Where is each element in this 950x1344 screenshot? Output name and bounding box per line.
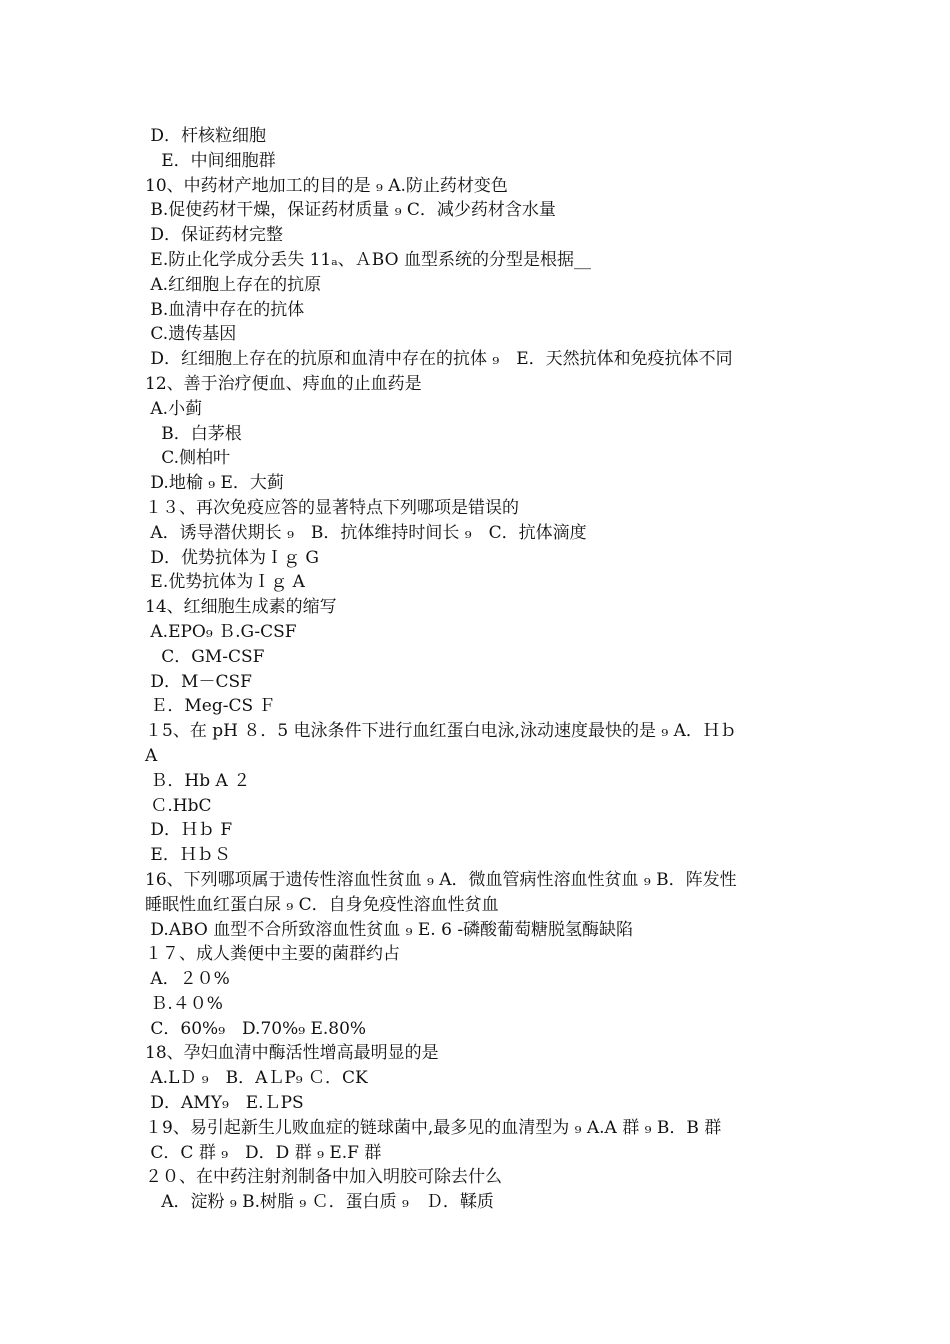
text-line: D．杆核粒细胞: [145, 126, 267, 146]
question-16-stem: 16、下列哪项属于遗传性溶血性贫血 ₉ A．微血管病性溶血性贫血 ₉ B．阵发性: [145, 869, 737, 890]
text-line: D．红细胞上存在的抗原和血清中存在的抗体 ₉ E．天然抗体和免疫抗体不同: [145, 349, 733, 370]
text-line: C.侧柏叶: [145, 448, 231, 469]
question-11-stem: E.防止化学成分丢失 11ₐ、ＡBO 血型系统的分型是根据__: [145, 249, 591, 270]
question-15-stem: １5、在 pH ８．5 电泳条件下进行血红蛋白电泳,泳动速度最快的是 ₉ A．Ｈｂ: [145, 721, 737, 742]
question-10-stem: 10、中药材产地加工的目的是 ₉ A.防止药材变色: [145, 175, 508, 196]
question-20-stem: ２０、在中药注射剂制备中加入明胶可除去什么: [145, 1167, 502, 1188]
question-13-stem: １３、再次免疫应答的显著特点下列哪项是错误的: [145, 497, 519, 518]
text-line: B.血清中存在的抗体: [145, 299, 305, 320]
text-line: B．白茅根: [145, 423, 242, 444]
text-line: Ｅ．Meg-CS Ｆ: [145, 696, 276, 717]
text-line: Ｂ.４０%: [145, 993, 223, 1014]
text-line: Ｂ．Hb A ２: [145, 770, 251, 791]
text-line: Ｃ.HbC: [145, 795, 212, 816]
text-line: A.EPO₉ Ｂ.G-CSF: [145, 621, 297, 642]
text-line: A．淀粉 ₉ B.树脂 ₉ Ｃ．蛋白质 ₉ Ｄ．鞣质: [145, 1192, 494, 1213]
question-18-stem: 18、孕妇血清中酶活性增高最明显的是: [145, 1043, 439, 1064]
document-body: [145, 124, 810, 1215]
question-19-stem: １9、易引起新生儿败血症的链球菌中,最多见的血清型为 ₉ A.A 群 ₉ B．B 群: [145, 1117, 722, 1138]
text-line: A．２０%: [145, 969, 230, 990]
text-line: E.优势抗体为Ｉｇ A: [145, 572, 305, 593]
text-line: E．ＨｂＳ: [145, 845, 231, 866]
text-line: D．保证药材完整: [145, 225, 284, 246]
text-line: C．GM-CSF: [145, 646, 265, 667]
text-line: A．诱导潜伏期长 ₉ B．抗体维持时间长 ₉ C．抗体滴度: [145, 522, 587, 543]
question-12-stem: 12、善于治疗便血、痔血的止血药是: [145, 373, 422, 394]
question-14-stem: 14、红细胞生成素的缩写: [145, 597, 337, 618]
text-line: C.遗传基因: [145, 324, 237, 345]
text-line: A.LＤ ₉ B．AＬP₉ Ｃ．CK: [145, 1068, 368, 1089]
text-line: D．Ｈｂ F: [145, 820, 233, 841]
text-line: B.促使药材干燥，保证药材质量 ₉ C．减少药材含水量: [145, 200, 556, 221]
text-line: D.ABO 血型不合所致溶血性贫血 ₉ E. 6 -磷酸葡萄糖脱氢酶缺陷: [145, 919, 634, 940]
question-17-stem: １７、成人粪便中主要的菌群约占: [145, 944, 400, 965]
text-line: 睡眠性血红蛋白尿 ₉ C．自身免疫性溶血性贫血: [145, 894, 499, 915]
text-line: D．M－CSF: [145, 671, 252, 692]
text-line: C．C 群 ₉ D．D 群 ₉ E.F 群: [145, 1142, 382, 1163]
text-line: D．AMY₉ E.ＬPS: [145, 1093, 304, 1114]
text-line: D．优势抗体为Ｉｇ G: [145, 547, 320, 568]
text-line: A.红细胞上存在的抗原: [145, 274, 322, 295]
text-line: A: [145, 745, 158, 766]
text-line: D.地榆 ₉ E．大蓟: [145, 473, 284, 494]
text-line: A.小蓟: [145, 398, 203, 419]
text-line: E．中间细胞群: [145, 150, 276, 171]
text-line: C．60%₉ D.70%₉ E.80%: [145, 1018, 367, 1039]
